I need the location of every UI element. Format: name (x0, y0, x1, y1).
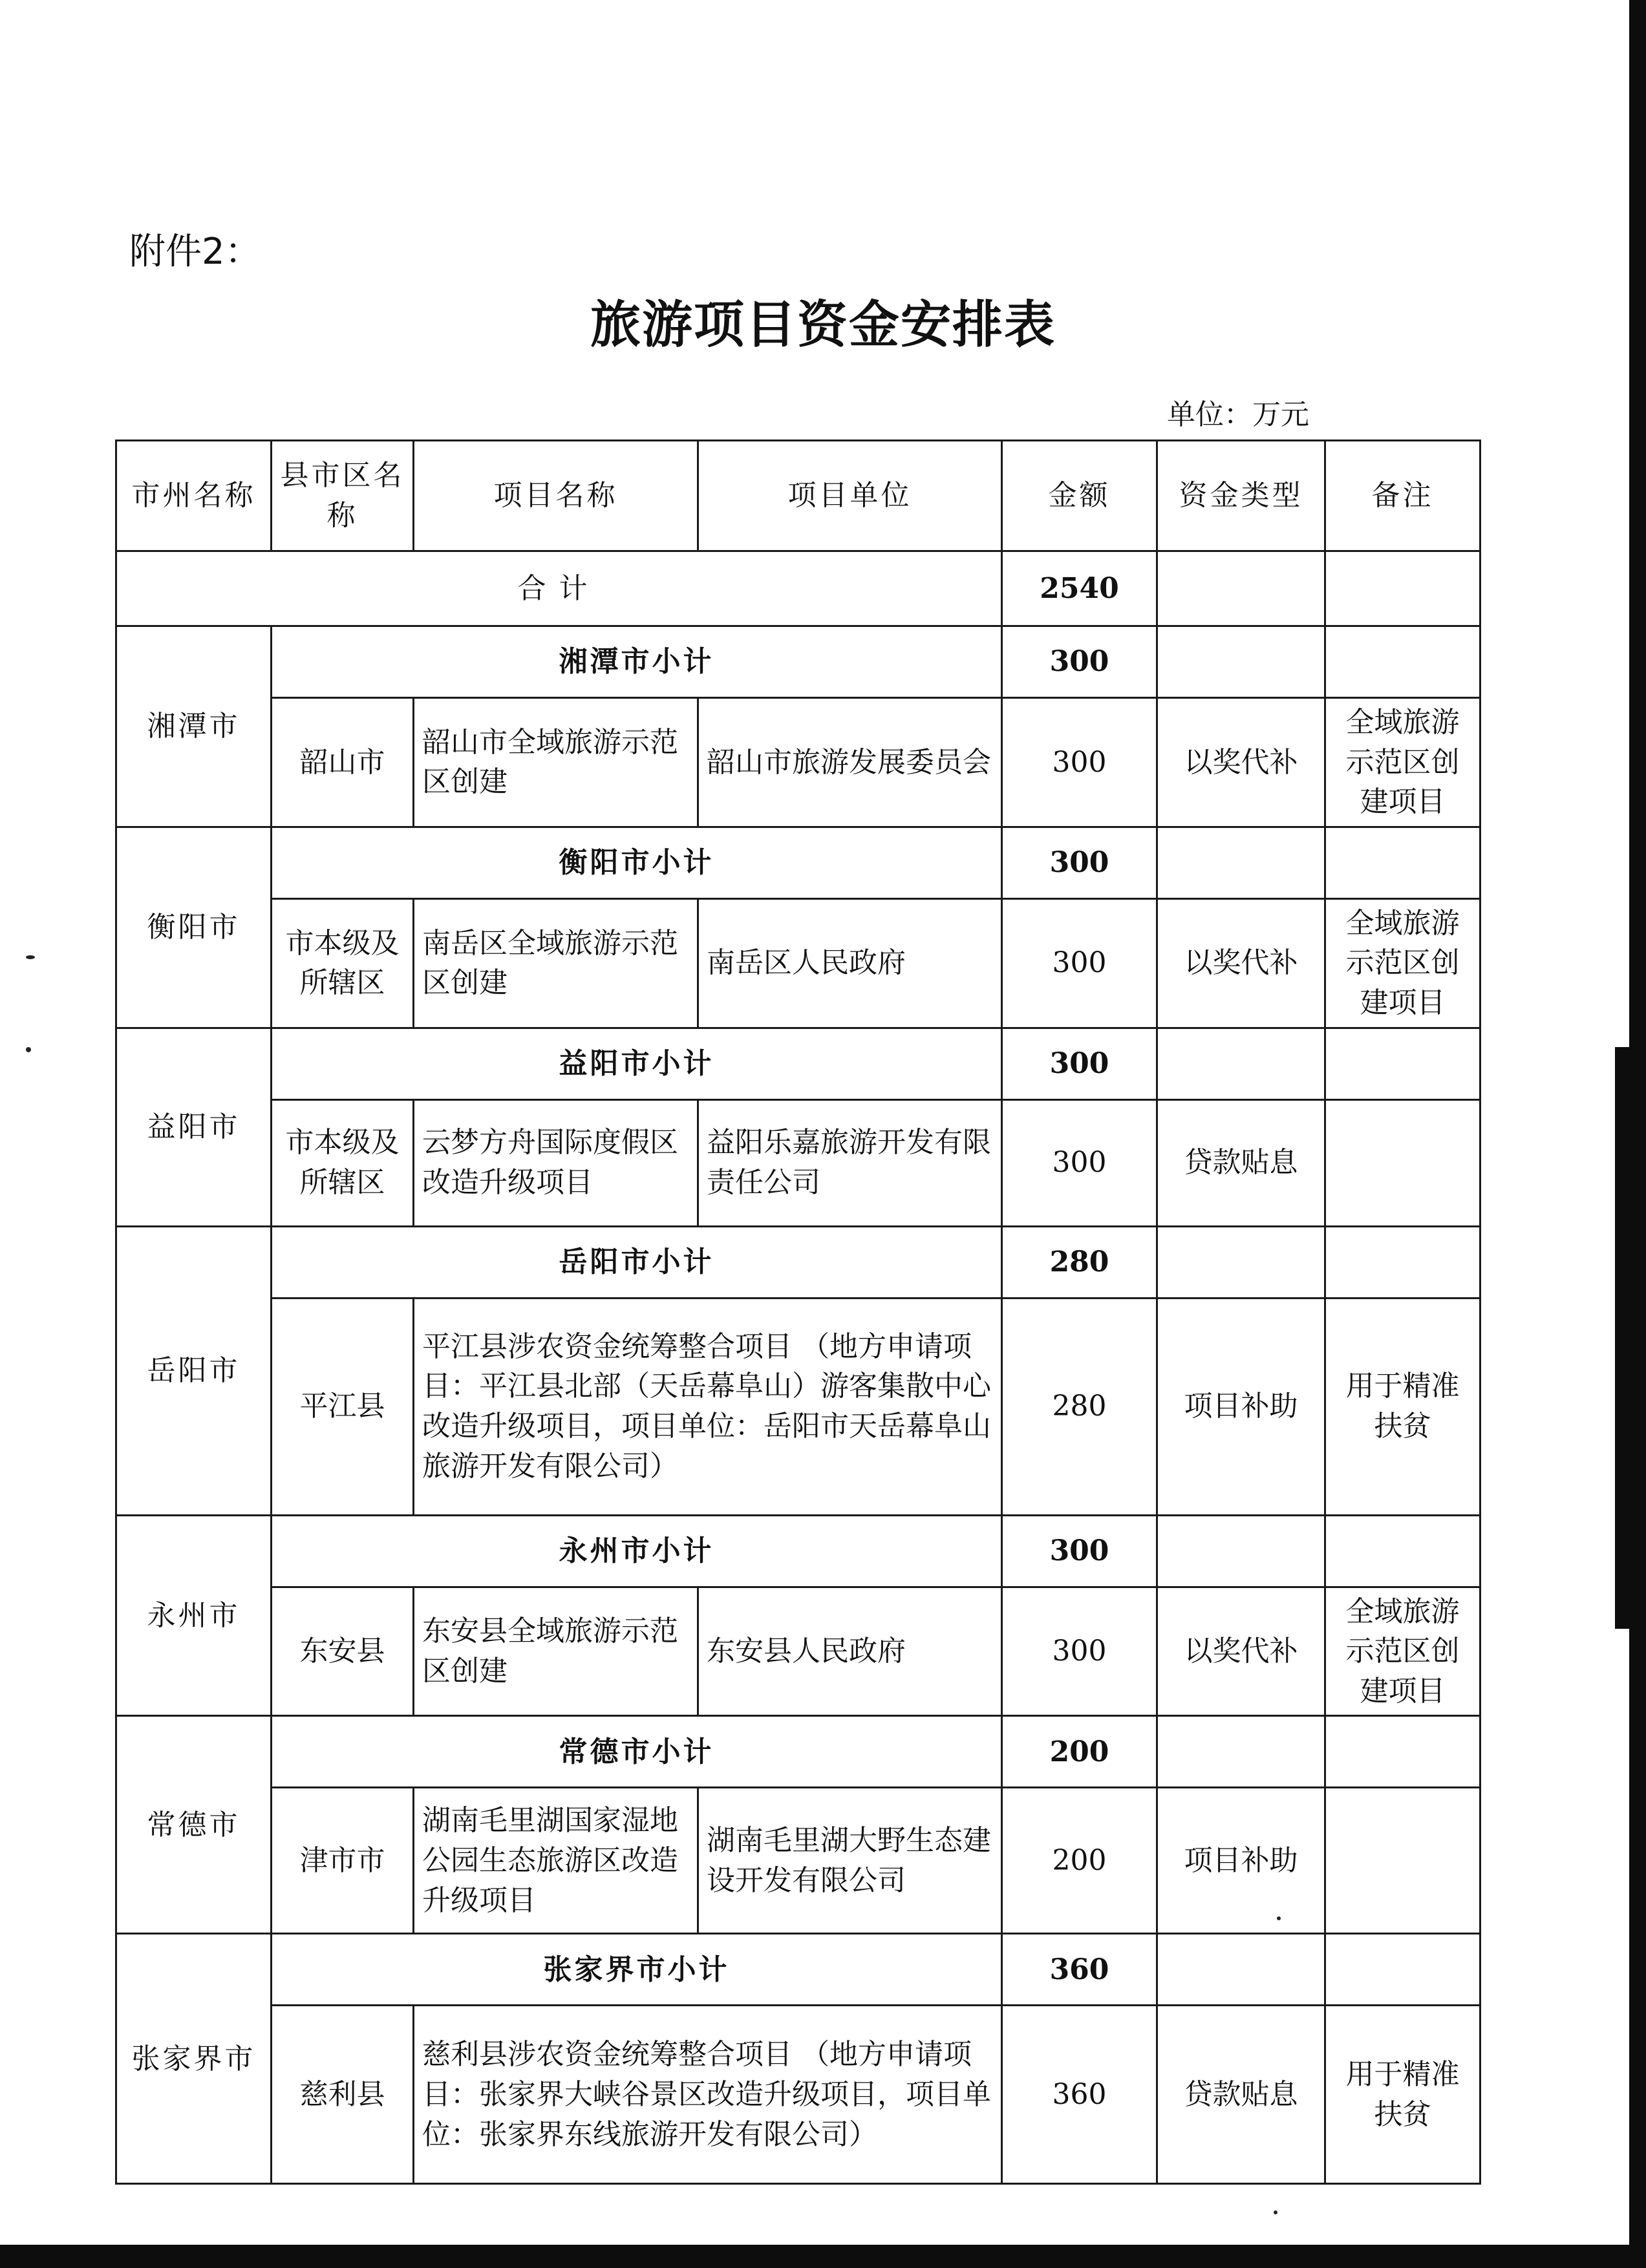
scan-speck (26, 1047, 31, 1052)
county-name: 市本级及所辖区 (272, 898, 414, 1028)
project-amount: 280 (1002, 1298, 1157, 1515)
subtotal-amount: 280 (1002, 1226, 1157, 1298)
project-amount: 300 (1002, 698, 1157, 827)
city-name: 湘潭市 (116, 626, 272, 827)
subtotal-row (116, 1934, 1480, 2006)
city-name: 衡阳市 (116, 827, 272, 1028)
subtotal-label: 岳阳市小计 (272, 1226, 1002, 1298)
county-name: 平江县 (272, 1298, 414, 1515)
subtotal-label: 永州市小计 (272, 1515, 1002, 1587)
project-name: 湖南毛里湖国家湿地公园生态旅游区改造升级项目 (414, 1788, 698, 1934)
scan-edge-bottom (0, 2245, 1646, 2268)
subtotal-row (116, 1716, 1480, 1788)
subtotal-row (116, 1515, 1480, 1587)
subtotal-label: 常德市小计 (272, 1716, 1002, 1788)
subtotal-row (116, 827, 1480, 898)
funding-table (115, 440, 1481, 2185)
county-name: 慈利县 (272, 2006, 414, 2184)
subtotal-amount: 300 (1002, 626, 1157, 698)
column-header: 县市区名称 (272, 441, 414, 551)
project-name-merged: 平江县涉农资金统筹整合项目 （地方申请项目：平江县北部（天岳幕阜山）游客集散中心改造升级项目，项目单位：岳阳市天岳幕阜山旅游开发有限公司） (414, 1298, 1002, 1515)
county-name: 东安县 (272, 1587, 414, 1716)
city-name: 常德市 (116, 1716, 272, 1934)
scan-speck (1274, 2210, 1277, 2214)
column-header: 资金类型 (1157, 441, 1325, 551)
project-amount: 300 (1002, 1099, 1157, 1226)
remark: 全域旅游示范区创建项目 (1325, 898, 1480, 1028)
project-name: 南岳区全域旅游示范区创建 (414, 898, 698, 1028)
attachment-label: 附件2： (129, 231, 261, 273)
county-name: 市本级及所辖区 (272, 1099, 414, 1226)
remark: 全域旅游示范区创建项目 (1325, 698, 1480, 827)
total-row (116, 551, 1480, 626)
subtotal-label: 益阳市小计 (272, 1028, 1002, 1099)
project-amount: 200 (1002, 1788, 1157, 1934)
project-row (116, 1587, 1480, 1716)
county-name: 津市市 (272, 1788, 414, 1934)
project-unit: 东安县人民政府 (698, 1587, 1002, 1716)
column-header: 项目名称 (414, 441, 698, 551)
subtotal-amount: 200 (1002, 1716, 1157, 1788)
column-header: 备注 (1325, 441, 1480, 551)
project-row (116, 1788, 1480, 1934)
fund-type: 贷款贴息 (1157, 1099, 1325, 1226)
project-row (116, 2006, 1480, 2184)
subtotal-label: 湘潭市小计 (272, 626, 1002, 698)
project-row (116, 1099, 1480, 1226)
project-row (116, 898, 1480, 1028)
subtotal-amount: 360 (1002, 1934, 1157, 2006)
subtotal-row (116, 1226, 1480, 1298)
project-name: 东安县全域旅游示范区创建 (414, 1587, 698, 1716)
subtotal-label: 张家界市小计 (272, 1934, 1002, 2006)
remark: 全域旅游示范区创建项目 (1325, 1587, 1480, 1716)
scan-edge-notch (1615, 1047, 1629, 1629)
subtotal-amount: 300 (1002, 1028, 1157, 1099)
column-header: 市州名称 (116, 441, 272, 551)
project-name: 韶山市全域旅游示范区创建 (414, 698, 698, 827)
remark: 用于精准扶贫 (1325, 2006, 1480, 2184)
fund-type: 以奖代补 (1157, 898, 1325, 1028)
unit-label: 单位：万元 (1167, 398, 1309, 431)
project-amount: 360 (1002, 2006, 1157, 2184)
fund-type: 项目补助 (1157, 1298, 1325, 1515)
city-name: 岳阳市 (116, 1226, 272, 1515)
subtotal-amount: 300 (1002, 1515, 1157, 1587)
project-name: 云梦方舟国际度假区改造升级项目 (414, 1099, 698, 1226)
project-row (116, 698, 1480, 827)
project-unit: 南岳区人民政府 (698, 898, 1002, 1028)
remark: 用于精准扶贫 (1325, 1298, 1480, 1515)
remark (1325, 1788, 1480, 1934)
county-name: 韶山市 (272, 698, 414, 827)
total-amount: 2540 (1002, 551, 1157, 626)
column-header: 项目单位 (698, 441, 1002, 551)
subtotal-row (116, 1028, 1480, 1099)
city-name: 张家界市 (116, 1934, 272, 2184)
remark (1325, 1099, 1480, 1226)
project-row (116, 1298, 1480, 1515)
header-row (116, 441, 1480, 551)
column-header: 金额 (1002, 441, 1157, 551)
fund-type: 项目补助 (1157, 1788, 1325, 1934)
project-name-merged: 慈利县涉农资金统筹整合项目 （地方申请项目：张家界大峡谷景区改造升级项目，项目单位：张家界东线旅游开发有限公司） (414, 2006, 1002, 2184)
fund-type: 贷款贴息 (1157, 2006, 1325, 2184)
project-unit: 湖南毛里湖大野生态建设开发有限公司 (698, 1788, 1002, 1934)
project-amount: 300 (1002, 898, 1157, 1028)
subtotal-label: 衡阳市小计 (272, 827, 1002, 898)
project-unit: 韶山市旅游发展委员会 (698, 698, 1002, 827)
fund-type: 以奖代补 (1157, 698, 1325, 827)
project-unit: 益阳乐嘉旅游开发有限责任公司 (698, 1099, 1002, 1226)
total-label: 合计 (116, 551, 1002, 626)
city-name: 益阳市 (116, 1028, 272, 1226)
project-amount: 300 (1002, 1587, 1157, 1716)
city-name: 永州市 (116, 1515, 272, 1716)
page-title: 旅游项目资金安排表 (590, 295, 1056, 354)
subtotal-row (116, 626, 1480, 698)
subtotal-amount: 300 (1002, 827, 1157, 898)
scan-speck (26, 955, 35, 959)
fund-type: 以奖代补 (1157, 1587, 1325, 1716)
